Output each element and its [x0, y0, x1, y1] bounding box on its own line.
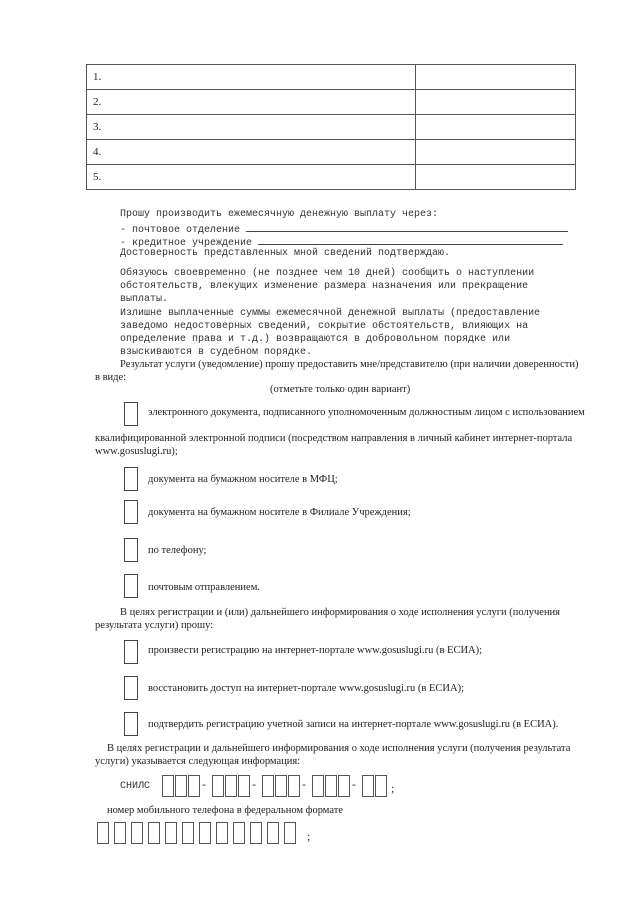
result-intro: в виде: [95, 372, 127, 383]
result-electronic-checkbox[interactable] [124, 402, 138, 426]
snils-label: СНИЛС [120, 781, 151, 792]
phone-digit-cell[interactable] [97, 822, 109, 844]
snils-digit-cell[interactable] [275, 775, 287, 797]
obligation-text: Обязуюсь своевременно (не позднее чем 10 дней) сообщить о наступлении [120, 268, 535, 279]
snils-end: ; [391, 781, 395, 795]
result-phone-label: по телефону; [148, 545, 207, 556]
entries-table [86, 64, 576, 190]
table-cell[interactable] [415, 140, 575, 165]
registration-intro: В целях регистрации и (или) дальнейшего информирования о ходе исполнения услуги (получения [120, 607, 561, 618]
confirm-account-label: подтвердить регистрацию учетной записи на интернет-портале www.gosuslugi.ru (в ЕСИА). [148, 719, 559, 730]
result-mfc-checkbox[interactable] [124, 467, 138, 491]
snils-digit-cell[interactable] [325, 775, 337, 797]
refund-text: Излишне выплаченные суммы ежемесячной денежной выплаты (предоставление [120, 308, 541, 319]
payment-option-post-label: - почтовое отделение [120, 225, 241, 236]
snils-digit-cell[interactable] [188, 775, 200, 797]
refund-text: определение права и т.д.) возвращаются в добровольном порядке или [120, 334, 511, 345]
payment-option-post [120, 222, 568, 236]
snils-digit-cell[interactable] [288, 775, 300, 797]
table-cell[interactable] [127, 115, 416, 140]
table-row [87, 165, 576, 190]
restore-access-checkbox[interactable] [124, 676, 138, 700]
phone-digit-cell[interactable] [182, 822, 194, 844]
table-cell[interactable] [127, 165, 416, 190]
bank-field[interactable] [258, 235, 563, 245]
table-cell[interactable] [415, 115, 575, 140]
result-electronic-label: электронного документа, подписанного уполномоченным должностным лицом с использованием [148, 407, 585, 418]
snils-separator: - [352, 777, 356, 791]
snils-digit-cell[interactable] [225, 775, 237, 797]
phone-digit-cell[interactable] [267, 822, 279, 844]
table-cell[interactable] [415, 165, 575, 190]
phone-digit-cell[interactable] [165, 822, 177, 844]
result-hint: (отметьте только один вариант) [270, 384, 411, 395]
phone-digit-cell[interactable] [284, 822, 296, 844]
row-number: 1. [87, 65, 127, 90]
obligation-text: обстоятельств, влекущих изменение размера назначения или прекращение [120, 281, 529, 292]
phone-digit-cell[interactable] [250, 822, 262, 844]
row-number: 4. [87, 140, 127, 165]
payment-request-text: Прошу производить ежемесячную денежную выплату через: [120, 209, 439, 220]
table-cell[interactable] [415, 65, 575, 90]
payment-option-bank-label: - кредитное учреждение [120, 238, 253, 249]
snils-digit-cell[interactable] [312, 775, 324, 797]
table-cell[interactable] [127, 90, 416, 115]
result-post-label: почтовым отправлением. [148, 582, 260, 593]
snils-digit-cell[interactable] [262, 775, 274, 797]
restore-access-label: восстановить доступ на интернет-портале www.gosuslugi.ru (в ЕСИА); [148, 683, 465, 694]
phone-digit-cell[interactable] [199, 822, 211, 844]
snils-separator: - [202, 777, 206, 791]
table-cell[interactable] [415, 90, 575, 115]
phone-digit-cell[interactable] [233, 822, 245, 844]
snils-digit-cell[interactable] [162, 775, 174, 797]
result-electronic-label: www.gosuslugi.ru); [95, 446, 178, 457]
registration-intro: результата услуги) прошу: [95, 620, 214, 631]
payment-option-bank [120, 235, 563, 249]
result-mfc-label: документа на бумажном носителе в МФЦ; [148, 474, 338, 485]
snils-digit-cell[interactable] [375, 775, 387, 797]
snils-separator: - [252, 777, 256, 791]
result-branch-checkbox[interactable] [124, 500, 138, 524]
snils-digit-cell[interactable] [212, 775, 224, 797]
table-cell[interactable] [127, 65, 416, 90]
table-row [87, 115, 576, 140]
snils-digit-cell[interactable] [362, 775, 374, 797]
snils-separator: - [302, 777, 306, 791]
table-row [87, 140, 576, 165]
snils-digit-cell[interactable] [338, 775, 350, 797]
row-number: 2. [87, 90, 127, 115]
obligation-text: выплаты. [120, 294, 169, 305]
confirm-account-checkbox[interactable] [124, 712, 138, 736]
result-phone-checkbox[interactable] [124, 538, 138, 562]
info-intro: услуги) указывается следующая информация: [95, 756, 301, 767]
snils-digit-cell[interactable] [175, 775, 187, 797]
phone-digit-cell[interactable] [131, 822, 143, 844]
result-intro: Результат услуги (уведомление) прошу предоставить мне/представителю (при наличии доверенности) [120, 359, 579, 370]
register-checkbox[interactable] [124, 640, 138, 664]
result-branch-label: документа на бумажном носителе в Филиале Учреждения; [148, 507, 411, 518]
phone-digit-cell[interactable] [114, 822, 126, 844]
post-office-field[interactable] [246, 222, 568, 232]
row-number: 3. [87, 115, 127, 140]
table-row [87, 90, 576, 115]
phone-digit-cell[interactable] [216, 822, 228, 844]
phone-end: ; [307, 829, 311, 843]
snils-digit-cell[interactable] [238, 775, 250, 797]
info-intro: В целях регистрации и дальнейшего информирования о ходе исполнения услуги (получения результата [107, 743, 571, 754]
refund-text: заведомо недостоверных сведений, сокрытие обстоятельств, влияющих на [120, 321, 529, 332]
result-post-checkbox[interactable] [124, 574, 138, 598]
refund-text: взыскиваются в судебном порядке. [120, 347, 313, 358]
register-label: произвести регистрацию на интернет-портале www.gosuslugi.ru (в ЕСИА); [148, 645, 483, 656]
table-cell[interactable] [127, 140, 416, 165]
phone-label: номер мобильного телефона в федеральном формате [107, 805, 343, 816]
result-electronic-label: квалифицированной электронной подписи (посредством направления в личный кабинет интернет-портала [95, 433, 573, 444]
table-row [87, 65, 576, 90]
row-number: 5. [87, 165, 127, 190]
phone-digit-cell[interactable] [148, 822, 160, 844]
confirmation-text: Достоверность представленных мной сведений подтверждаю. [120, 248, 451, 259]
